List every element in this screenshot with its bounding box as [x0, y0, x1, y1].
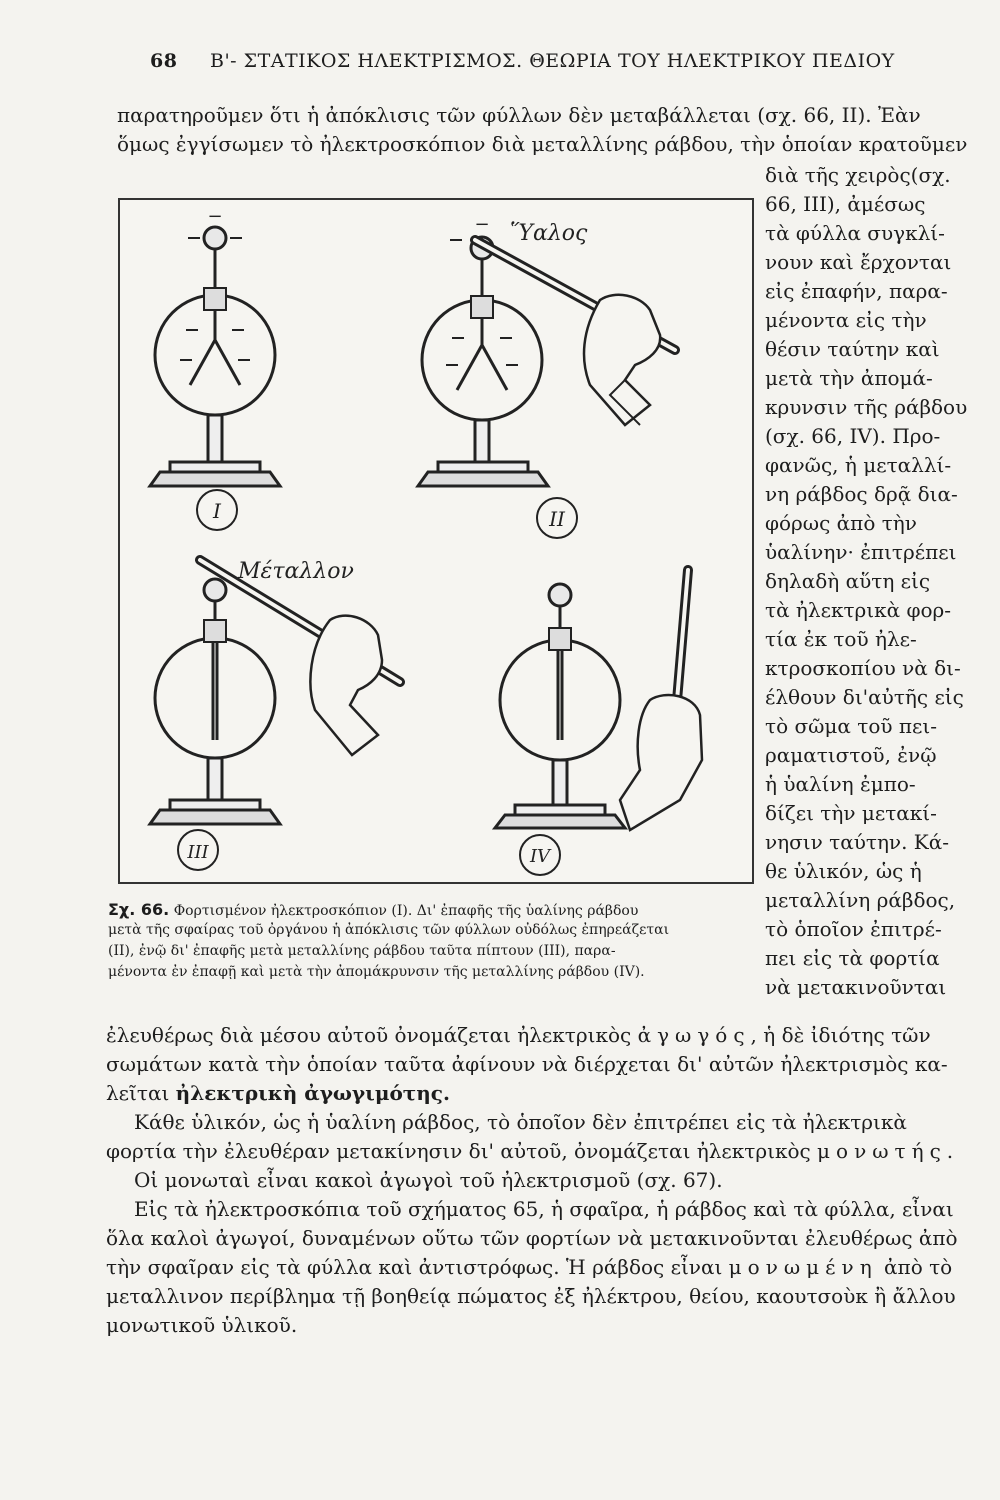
- paragraph-line: Κάθε ὑλικόν, ὡς ἡ ὑαλίνη ράβδος, τὸ ὁποῖον δὲν ἐπιτρέπει εἰς τὰ ἠλεκτρικὰ: [134, 1110, 907, 1134]
- bold-term-conductivity: ἠλεκτρικὴ ἀγωγιμότης.: [175, 1081, 450, 1105]
- side-line: δηλαδὴ αὕτη εἰς: [765, 569, 931, 593]
- side-line: έλθουν δι'αὐτῆς εἰς: [765, 685, 964, 709]
- side-line: τὰ φύλλα συγκλί-: [765, 221, 945, 245]
- side-line: εἰς ἐπαφήν, παρα-: [765, 279, 948, 303]
- chapter-title: Β'- ΣΤΑΤΙΚΟΣ ΗΛΕΚΤΡΙΣΜΟΣ. ΘΕΩΡΙΑ ΤΟΥ ΗΛΕΚΤΡΙΚΟΥ ΠΕΔΙΟΥ: [210, 50, 895, 72]
- paragraph-line: Οἱ μονωταὶ εἶναι κακοὶ ἀγωγοὶ τοῦ ἠλεκτρισμοῦ (σχ. 67).: [134, 1168, 723, 1192]
- paragraph-line: [106, 1254, 952, 1280]
- caption-line: (II), ἐνῷ δι' ἐπαφῆς μετὰ μεταλλίνης ράβδου ταῦτα πίπτουν (III), παρα-: [108, 943, 616, 959]
- electroscope-panel-3: [150, 559, 400, 870]
- side-line: μένοντα εἰς τὴν: [765, 308, 927, 332]
- side-line: τία ἐκ τοῦ ἠλε-: [765, 627, 917, 651]
- paragraph-line: [106, 1022, 931, 1048]
- side-line: τὸ σῶμα τοῦ πει-: [765, 714, 938, 738]
- paragraph-line: ὅλα καλοὶ ἀγωγοί, δυναμένων οὕτω τῶν φορτίων νὰ μετακινοῦνται ἐλευθέρως ἀπὸ: [106, 1226, 958, 1250]
- text-span: τὴν σφαῖραν εἰς τὰ φύλλα καὶ ἀντιστρόφως. Ἡ ράβδος εἶναι: [106, 1255, 723, 1279]
- caption-line: μένοντα ἐν ἐπαφῇ καὶ μετὰ τὴν ἀπομάκρυνσιν τῆς μεταλλίνης ράβδου (IV).: [108, 964, 645, 980]
- side-line: κρυνσιν τῆς ράβδου: [765, 395, 968, 419]
- paragraph-line: Εἰς τὰ ἠλεκτροσκόπια τοῦ σχήματος 65, ἡ σφαῖρα, ἡ ράβδος καὶ τὰ φύλλα, εἶναι: [134, 1197, 954, 1221]
- running-header: [150, 50, 940, 72]
- charge-sign: −: [207, 206, 223, 227]
- side-line: (σχ. 66, IV). Προ-: [765, 424, 941, 448]
- side-line: ραματιστοῦ, ἐνῷ: [765, 743, 937, 767]
- side-line: θέσιν ταύτην καὶ: [765, 337, 940, 361]
- text-span: λεῖται: [106, 1081, 170, 1105]
- side-line: μεταλλίνη ράβδος,: [765, 888, 956, 912]
- side-line: πει εἰς τὰ φορτία: [765, 946, 940, 970]
- page-number: 68: [150, 50, 178, 72]
- paragraph-line: σωμάτων κατὰ τὴν ὁποίαν ταῦτα ἀφίνουν νὰ διέρχεται δι' αὐτῶν ἠλεκτρισμὸς κα-: [106, 1052, 948, 1076]
- electroscope-panel-4: [495, 570, 702, 875]
- paragraph-line: [106, 1138, 959, 1164]
- side-line: 66, III), ἀμέσως: [765, 192, 926, 216]
- side-line: μετὰ τὴν ἀπομά-: [765, 366, 933, 390]
- intro-line-2: ὅμως ἐγγίσωμεν τὸ ἠλεκτροσκόπιον διὰ μεταλλίνης ράβδου, τὴν ὁποίαν κρατοῦμεν: [117, 132, 968, 156]
- side-line: ἡ ὑαλίνη ἐμπο-: [765, 772, 916, 796]
- panel-label-4: IV: [529, 846, 551, 867]
- glass-rod-label: Ὕαλος: [510, 221, 588, 246]
- electroscope-panel-1: [150, 227, 280, 530]
- side-line: τὸ ὁποῖον ἐπιτρέ-: [765, 917, 942, 941]
- side-line: νησιν ταύτην. Κά-: [765, 830, 950, 854]
- spaced-term-conductor: ἀγωγός: [637, 1023, 751, 1047]
- electroscope-illustration: [120, 200, 752, 882]
- text-span: ἀπὸ τὸ: [884, 1255, 953, 1279]
- charge-sign: −: [474, 214, 490, 235]
- side-line: νὰ μετακινοῦνται: [765, 975, 947, 999]
- spaced-term-insulator: μονωτής.: [817, 1139, 960, 1163]
- text-span: φορτία τὴν ἐλευθέραν μετακίνησιν δι' αὐτοῦ, ὀνομάζεται ἠλεκτρικὸς: [106, 1139, 811, 1163]
- paragraph-line: μεταλλινον περίβλημα τῇ βοηθείᾳ πώματος ἐξ ἠλέκτρου, θείου, καουτσοὺκ ἢ ἄλλου: [106, 1284, 956, 1308]
- side-line: νουν καὶ ἔρχονται: [765, 250, 952, 274]
- side-line: δίζει τὴν μετακί-: [765, 801, 937, 825]
- paragraph-line: μονωτικοῦ ὑλικοῦ.: [106, 1313, 298, 1337]
- electroscope-panel-2: [418, 221, 675, 538]
- side-line: διὰ τῆς χειρὸς(σχ.: [765, 163, 951, 187]
- side-line: τὰ ἠλεκτρικὰ φορ-: [765, 598, 952, 622]
- side-line: θε ὑλικόν, ὡς ἡ: [765, 859, 922, 883]
- text-span: , ἡ δὲ ἰδιότης τῶν: [750, 1023, 931, 1047]
- caption-line: Φορτισμένον ἠλεκτροσκόπιον (I). Δι' ἐπαφῆς τῆς ὑαλίνης ράβδου: [173, 903, 639, 919]
- side-line: ὑαλίνην· ἐπιτρέπει: [765, 540, 957, 564]
- figure-66: [118, 198, 754, 884]
- panel-label-3: III: [187, 842, 209, 863]
- panel-label-2: II: [549, 507, 565, 531]
- caption-label: Σχ. 66.: [108, 900, 170, 919]
- text-span: ἐλευθέρως διὰ μέσου αὐτοῦ ὀνομάζεται ἠλεκτρικὸς: [106, 1023, 632, 1047]
- side-line: κτροσκοπίου νὰ δι-: [765, 656, 961, 680]
- paragraph-line: [106, 1080, 450, 1106]
- caption-line: μετὰ τῆς σφαίρας τοῦ ὀργάνου ἡ ἀπόκλισις τῶν φύλλων οὐδόλως ἐπηρεάζεται: [108, 922, 670, 938]
- spaced-term-insulated: μονωμένη: [728, 1255, 878, 1279]
- side-line: νη ράβδος δρᾷ δια-: [765, 482, 958, 506]
- intro-line-1: παρατηροῦμεν ὅτι ἡ ἀπόκλισις τῶν φύλλων δὲν μεταβάλλεται (σχ. 66, II). Ἐὰν: [117, 103, 921, 127]
- panel-label-1: I: [213, 499, 221, 523]
- metal-rod-label: Μέταλλον: [238, 559, 354, 584]
- side-line: φόρως ἀπὸ τὴν: [765, 511, 917, 535]
- side-line: φανῶς, ἡ μεταλλί-: [765, 453, 952, 477]
